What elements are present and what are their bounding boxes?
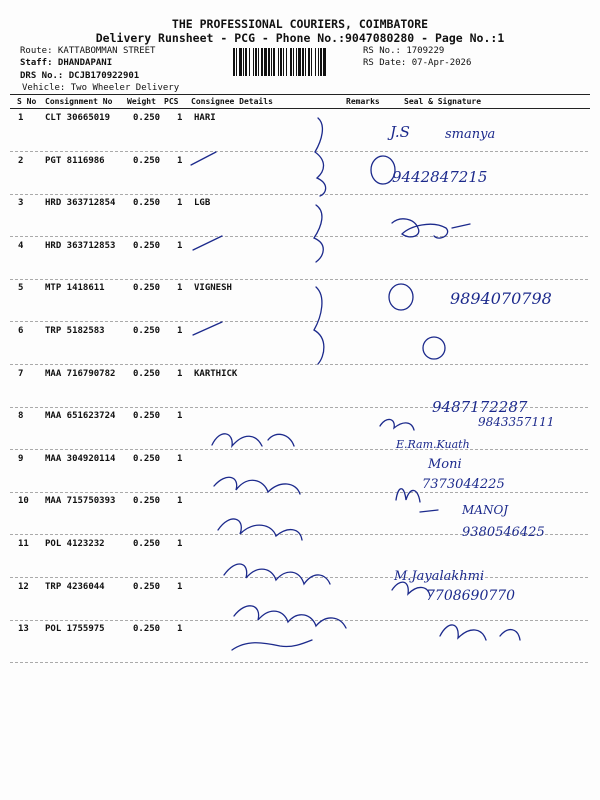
cell-pcs: 1 xyxy=(177,496,183,507)
row-divider xyxy=(10,662,588,663)
barcode-bar xyxy=(271,48,272,76)
barcode-bar xyxy=(280,48,282,76)
cell-consignment: MAA 715750393 xyxy=(45,496,116,507)
col-sno: S No xyxy=(17,97,37,106)
sig5-phone: 9894070798 xyxy=(450,289,552,308)
barcode-bar xyxy=(290,48,292,76)
cell-sno: 12 xyxy=(18,581,29,592)
barcode-bar xyxy=(308,48,310,76)
table-row xyxy=(10,238,588,280)
barcode-bar xyxy=(239,48,242,76)
cell-pcs: 1 xyxy=(177,624,183,635)
staff-label: Staff: DHANDAPANI xyxy=(20,58,113,68)
sig7-phone: 9487172287 xyxy=(432,398,528,416)
cell-pcs: 1 xyxy=(177,326,183,336)
table-row xyxy=(10,493,588,535)
rs-no-label: RS No.: 1709229 xyxy=(363,46,445,56)
sig1-phone: 9442847215 xyxy=(392,168,488,186)
barcode-bar xyxy=(243,48,244,76)
cell-weight: 0.250 xyxy=(133,581,161,592)
col-consignment: Consignment No xyxy=(45,97,113,106)
vehicle-label: Vehicle: Two Wheeler Delivery xyxy=(22,83,180,93)
cell-consignment: MAA 651623724 xyxy=(45,411,116,422)
barcode-bar xyxy=(233,48,235,76)
sig12-phone: 7708690770 xyxy=(426,588,516,604)
barcode-image xyxy=(232,48,359,76)
drs-label: DRS No.: DCJB170922901 xyxy=(20,71,140,81)
cell-consignment: HRD 363712853 xyxy=(45,240,116,251)
sig9-name: Moni xyxy=(428,457,462,472)
cell-weight: 0.250 xyxy=(133,113,161,123)
table-row xyxy=(10,536,588,578)
barcode-bar xyxy=(298,48,301,76)
cell-pcs: 1 xyxy=(177,113,183,123)
cell-consignment: TRP 4236044 xyxy=(45,581,105,592)
cell-pcs: 1 xyxy=(177,368,183,379)
col-pcs: PCS xyxy=(164,97,179,106)
cell-weight: 0.250 xyxy=(133,411,161,422)
cell-weight: 0.250 xyxy=(133,496,161,507)
cell-sno: 9 xyxy=(18,453,24,464)
runsheet-subtitle: Delivery Runsheet - PCG - Phone No.:9047080280 - Page No.:1 xyxy=(95,31,505,45)
cell-consignment: POL 1755975 xyxy=(45,624,105,635)
barcode-bar xyxy=(261,48,263,76)
barcode-bar xyxy=(258,48,259,76)
cell-pcs: 1 xyxy=(177,411,183,422)
table-row xyxy=(10,408,588,450)
barcode-bar xyxy=(268,48,270,76)
route-label: Route: KATTABOMMAN STREET xyxy=(20,46,156,56)
cell-consignment: POL 4123232 xyxy=(45,539,105,549)
cell-consignment: PGT 8116986 xyxy=(45,155,105,166)
cell-sno: 10 xyxy=(18,496,29,507)
cell-weight: 0.250 xyxy=(133,539,161,549)
col-seal-signature: Seal & Signature xyxy=(404,97,482,106)
cell-pcs: 1 xyxy=(177,155,183,166)
sig1-name: smanya xyxy=(445,127,496,142)
cell-pcs: 1 xyxy=(177,198,183,209)
barcode-bar xyxy=(245,48,247,76)
col-weight: Weight xyxy=(127,97,156,106)
barcode-bar xyxy=(286,48,287,76)
company-title: THE PROFESSIONAL COURIERS, COIMBATORE xyxy=(171,17,429,31)
barcode-bar xyxy=(296,48,297,76)
cell-sno: 5 xyxy=(18,283,24,294)
cell-sno: 11 xyxy=(18,539,29,549)
cell-sno: 8 xyxy=(18,411,24,422)
barcode-bar xyxy=(305,48,306,76)
header-divider xyxy=(10,94,590,95)
barcode-bar xyxy=(278,48,279,76)
barcode-bar xyxy=(311,48,312,76)
barcode-bar xyxy=(293,48,294,76)
table-row xyxy=(10,366,588,408)
cell-consignment: HRD 363712854 xyxy=(45,198,116,209)
cell-sno: 2 xyxy=(18,155,24,166)
cell-consignee: HARI xyxy=(194,113,216,123)
barcode-bar xyxy=(264,48,267,76)
cell-weight: 0.250 xyxy=(133,283,161,294)
cell-pcs: 1 xyxy=(177,453,183,464)
table-row xyxy=(10,579,588,621)
cell-pcs: 1 xyxy=(177,283,183,294)
barcode-bar xyxy=(315,48,316,76)
cell-sno: 4 xyxy=(18,240,24,251)
cell-pcs: 1 xyxy=(177,240,183,251)
cell-pcs: 1 xyxy=(177,539,183,549)
cell-consignee: VIGNESH xyxy=(194,283,232,294)
cell-sno: 6 xyxy=(18,326,24,336)
cell-sno: 13 xyxy=(18,624,29,635)
cell-consignment: CLT 30665019 xyxy=(45,113,111,123)
sig1-initials: J.S xyxy=(390,123,410,141)
cell-weight: 0.250 xyxy=(133,326,161,336)
barcode-bar xyxy=(323,48,326,76)
barcode-bar xyxy=(249,48,250,76)
cell-sno: 3 xyxy=(18,198,24,209)
cell-weight: 0.250 xyxy=(133,453,161,464)
sig10-phone: 9380546425 xyxy=(462,525,545,540)
barcode-bar xyxy=(253,48,254,76)
cell-weight: 0.250 xyxy=(133,624,161,635)
barcode-bar xyxy=(273,48,275,76)
cell-consignment: MAA 304920114 xyxy=(45,453,116,464)
table-row xyxy=(10,110,588,152)
cell-consignee: LGB xyxy=(194,198,211,209)
column-header-divider xyxy=(10,108,590,109)
cell-weight: 0.250 xyxy=(133,368,161,379)
table-row xyxy=(10,323,588,365)
rs-date-label: RS Date: 07-Apr-2026 xyxy=(363,58,472,68)
sig8-name: E.Ram.Kuath xyxy=(396,438,470,451)
table-row xyxy=(10,451,588,493)
cell-weight: 0.250 xyxy=(133,155,161,166)
cell-consignment: MTP 1418611 xyxy=(45,283,105,294)
barcode-bar xyxy=(320,48,322,76)
barcode-bar xyxy=(302,48,304,76)
barcode-bar xyxy=(255,48,257,76)
cell-consignment: TRP 5182583 xyxy=(45,326,105,336)
cell-weight: 0.250 xyxy=(133,240,161,251)
cell-consignment: MAA 716790782 xyxy=(45,368,116,379)
barcode-bar xyxy=(236,48,237,76)
barcode-bar xyxy=(283,48,284,76)
sig9-phone: 7373044225 xyxy=(422,477,505,492)
barcode-bar xyxy=(318,48,319,76)
sig12-name: M.Jayalakhmi xyxy=(394,569,485,584)
cell-consignee: KARTHICK xyxy=(194,368,238,379)
sig10-name: MANOJ xyxy=(462,503,509,517)
col-remarks: Remarks xyxy=(346,97,380,106)
table-row xyxy=(10,621,588,663)
col-consignee: Consignee Details xyxy=(191,97,273,106)
table-row xyxy=(10,195,588,237)
table-row xyxy=(10,280,588,322)
cell-weight: 0.250 xyxy=(133,198,161,209)
cell-sno: 1 xyxy=(18,113,24,123)
sig8-phone: 9843357111 xyxy=(478,415,555,429)
cell-pcs: 1 xyxy=(177,581,183,592)
cell-sno: 7 xyxy=(18,368,24,379)
table-row xyxy=(10,153,588,195)
